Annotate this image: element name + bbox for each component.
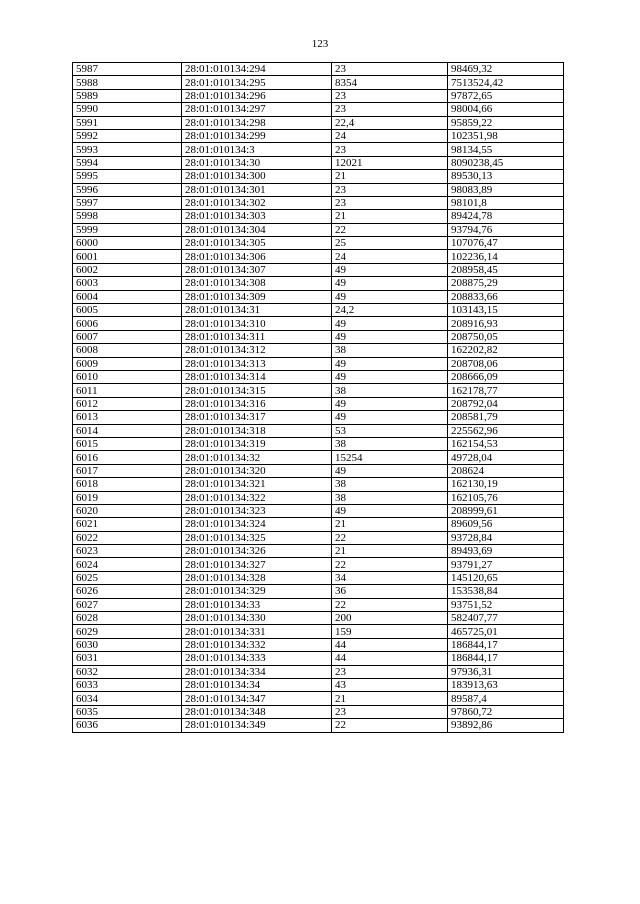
row-number-cell: 5992 — [73, 129, 182, 142]
area-cell: 24 — [332, 129, 448, 142]
table-row — [73, 63, 564, 76]
cadastral-number-cell: 28:01:010134:307 — [182, 263, 332, 276]
cadastral-number-cell: 28:01:010134:304 — [182, 223, 332, 236]
area-cell: 49 — [332, 317, 448, 330]
row-number-cell: 5996 — [73, 183, 182, 196]
value-cell: 103143,15 — [448, 304, 564, 317]
value-cell: 162105,76 — [448, 491, 564, 504]
value-cell: 93794,76 — [448, 223, 564, 236]
cadastral-number-cell: 28:01:010134:322 — [182, 491, 332, 504]
table-row — [73, 183, 564, 196]
row-number-cell: 5990 — [73, 103, 182, 116]
table-row — [73, 665, 564, 678]
row-number-cell: 6008 — [73, 344, 182, 357]
cadastral-number-cell: 28:01:010134:314 — [182, 370, 332, 383]
area-cell: 22 — [332, 558, 448, 571]
area-cell: 49 — [332, 370, 448, 383]
value-cell: 98101,8 — [448, 196, 564, 209]
value-cell: 102351,98 — [448, 129, 564, 142]
area-cell: 23 — [332, 89, 448, 102]
area-cell: 23 — [332, 103, 448, 116]
row-number-cell: 5988 — [73, 76, 182, 89]
table-row — [73, 598, 564, 611]
area-cell: 22 — [332, 223, 448, 236]
page-number: 123 — [311, 38, 329, 50]
table-row — [73, 411, 564, 424]
cadastral-number-cell: 28:01:010134:3 — [182, 143, 332, 156]
row-number-cell: 6031 — [73, 652, 182, 665]
row-number-cell: 6025 — [73, 571, 182, 584]
value-cell: 183913,63 — [448, 678, 564, 691]
value-cell: 93892,86 — [448, 719, 564, 732]
value-cell: 208958,45 — [448, 263, 564, 276]
row-number-cell: 6002 — [73, 263, 182, 276]
value-cell: 208750,05 — [448, 330, 564, 343]
table-row — [73, 156, 564, 169]
cadastral-number-cell: 28:01:010134:297 — [182, 103, 332, 116]
value-cell: 145120,65 — [448, 571, 564, 584]
area-cell: 159 — [332, 625, 448, 638]
cadastral-number-cell: 28:01:010134:312 — [182, 344, 332, 357]
value-cell: 162202,82 — [448, 344, 564, 357]
cadastral-number-cell: 28:01:010134:294 — [182, 63, 332, 76]
table-row — [73, 518, 564, 531]
value-cell: 89493,69 — [448, 545, 564, 558]
row-number-cell: 6000 — [73, 237, 182, 250]
row-number-cell: 6020 — [73, 504, 182, 517]
row-number-cell: 6019 — [73, 491, 182, 504]
table-row — [73, 370, 564, 383]
area-cell: 44 — [332, 652, 448, 665]
area-cell: 49 — [332, 397, 448, 410]
row-number-cell: 6007 — [73, 330, 182, 343]
area-cell: 49 — [332, 263, 448, 276]
area-cell: 23 — [332, 196, 448, 209]
value-cell: 98134,55 — [448, 143, 564, 156]
cadastral-number-cell: 28:01:010134:301 — [182, 183, 332, 196]
area-cell: 34 — [332, 571, 448, 584]
table-row — [73, 585, 564, 598]
area-cell: 200 — [332, 612, 448, 625]
area-cell: 49 — [332, 277, 448, 290]
row-number-cell: 6029 — [73, 625, 182, 638]
cadastral-number-cell: 28:01:010134:316 — [182, 397, 332, 410]
table-row — [73, 625, 564, 638]
table-row — [73, 558, 564, 571]
value-cell: 225562,96 — [448, 424, 564, 437]
cadastral-number-cell: 28:01:010134:328 — [182, 571, 332, 584]
cadastral-number-cell: 28:01:010134:347 — [182, 692, 332, 705]
cadastral-number-cell: 28:01:010134:334 — [182, 665, 332, 678]
table-row — [73, 638, 564, 651]
row-number-cell: 6010 — [73, 370, 182, 383]
area-cell: 24,2 — [332, 304, 448, 317]
cadastral-number-cell: 28:01:010134:33 — [182, 598, 332, 611]
value-cell: 208624 — [448, 464, 564, 477]
area-cell: 43 — [332, 678, 448, 691]
area-cell: 49 — [332, 357, 448, 370]
row-number-cell: 5994 — [73, 156, 182, 169]
cadastral-number-cell: 28:01:010134:321 — [182, 478, 332, 491]
row-number-cell: 5999 — [73, 223, 182, 236]
row-number-cell: 6013 — [73, 411, 182, 424]
value-cell: 208708,06 — [448, 357, 564, 370]
row-number-cell: 6034 — [73, 692, 182, 705]
table-row — [73, 491, 564, 504]
cadastral-number-cell: 28:01:010134:323 — [182, 504, 332, 517]
value-cell: 465725,01 — [448, 625, 564, 638]
table-row — [73, 451, 564, 464]
cadastral-number-cell: 28:01:010134:320 — [182, 464, 332, 477]
cadastral-number-cell: 28:01:010134:295 — [182, 76, 332, 89]
value-cell: 162130,19 — [448, 478, 564, 491]
row-number-cell: 6026 — [73, 585, 182, 598]
row-number-cell: 5991 — [73, 116, 182, 129]
table-row — [73, 76, 564, 89]
area-cell: 21 — [332, 210, 448, 223]
table-row — [73, 237, 564, 250]
table-row — [73, 103, 564, 116]
cadastral-number-cell: 28:01:010134:300 — [182, 170, 332, 183]
row-number-cell: 6033 — [73, 678, 182, 691]
value-cell: 582407,77 — [448, 612, 564, 625]
row-number-cell: 6015 — [73, 437, 182, 450]
value-cell: 8090238,45 — [448, 156, 564, 169]
value-cell: 89530,13 — [448, 170, 564, 183]
table-row — [73, 719, 564, 732]
area-cell: 15254 — [332, 451, 448, 464]
area-cell: 53 — [332, 424, 448, 437]
table-row — [73, 545, 564, 558]
table-row — [73, 692, 564, 705]
table-row — [73, 384, 564, 397]
cadastral-number-cell: 28:01:010134:326 — [182, 545, 332, 558]
area-cell: 23 — [332, 665, 448, 678]
parcel-table-body — [73, 63, 564, 733]
row-number-cell: 6009 — [73, 357, 182, 370]
table-row — [73, 277, 564, 290]
value-cell: 97936,31 — [448, 665, 564, 678]
cadastral-number-cell: 28:01:010134:298 — [182, 116, 332, 129]
area-cell: 23 — [332, 63, 448, 76]
value-cell: 208792,04 — [448, 397, 564, 410]
table-row — [73, 89, 564, 102]
row-number-cell: 6024 — [73, 558, 182, 571]
row-number-cell: 6028 — [73, 612, 182, 625]
cadastral-number-cell: 28:01:010134:317 — [182, 411, 332, 424]
row-number-cell: 6023 — [73, 545, 182, 558]
cadastral-number-cell: 28:01:010134:32 — [182, 451, 332, 464]
area-cell: 49 — [332, 330, 448, 343]
area-cell: 22,4 — [332, 116, 448, 129]
cadastral-number-cell: 28:01:010134:303 — [182, 210, 332, 223]
parcel-table — [72, 62, 564, 733]
row-number-cell: 6011 — [73, 384, 182, 397]
value-cell: 208833,66 — [448, 290, 564, 303]
area-cell: 8354 — [332, 76, 448, 89]
value-cell: 186844,17 — [448, 652, 564, 665]
area-cell: 49 — [332, 464, 448, 477]
area-cell: 49 — [332, 411, 448, 424]
area-cell: 49 — [332, 290, 448, 303]
area-cell: 23 — [332, 183, 448, 196]
cadastral-number-cell: 28:01:010134:30 — [182, 156, 332, 169]
cadastral-number-cell: 28:01:010134:34 — [182, 678, 332, 691]
row-number-cell: 6032 — [73, 665, 182, 678]
table-row — [73, 531, 564, 544]
value-cell: 98004,66 — [448, 103, 564, 116]
row-number-cell: 6005 — [73, 304, 182, 317]
cadastral-number-cell: 28:01:010134:349 — [182, 719, 332, 732]
table-row — [73, 678, 564, 691]
table-row — [73, 464, 564, 477]
table-row — [73, 437, 564, 450]
row-number-cell: 6006 — [73, 317, 182, 330]
table-row — [73, 478, 564, 491]
value-cell: 97872,65 — [448, 89, 564, 102]
value-cell: 89609,56 — [448, 518, 564, 531]
cadastral-number-cell: 28:01:010134:327 — [182, 558, 332, 571]
value-cell: 208875,29 — [448, 277, 564, 290]
row-number-cell: 6018 — [73, 478, 182, 491]
cadastral-number-cell: 28:01:010134:332 — [182, 638, 332, 651]
table-row — [73, 357, 564, 370]
value-cell: 98083,89 — [448, 183, 564, 196]
area-cell: 21 — [332, 518, 448, 531]
area-cell: 22 — [332, 531, 448, 544]
area-cell: 38 — [332, 437, 448, 450]
cadastral-number-cell: 28:01:010134:331 — [182, 625, 332, 638]
row-number-cell: 6035 — [73, 705, 182, 718]
cadastral-number-cell: 28:01:010134:333 — [182, 652, 332, 665]
table-row — [73, 143, 564, 156]
area-cell: 21 — [332, 545, 448, 558]
value-cell: 208666,09 — [448, 370, 564, 383]
value-cell: 208916,93 — [448, 317, 564, 330]
table-row — [73, 612, 564, 625]
row-number-cell: 6017 — [73, 464, 182, 477]
row-number-cell: 6004 — [73, 290, 182, 303]
row-number-cell: 6003 — [73, 277, 182, 290]
cadastral-number-cell: 28:01:010134:309 — [182, 290, 332, 303]
table-row — [73, 210, 564, 223]
table-row — [73, 344, 564, 357]
area-cell: 38 — [332, 478, 448, 491]
cadastral-number-cell: 28:01:010134:325 — [182, 531, 332, 544]
cadastral-number-cell: 28:01:010134:329 — [182, 585, 332, 598]
value-cell: 162178,77 — [448, 384, 564, 397]
value-cell: 162154,53 — [448, 437, 564, 450]
area-cell: 25 — [332, 237, 448, 250]
cadastral-number-cell: 28:01:010134:299 — [182, 129, 332, 142]
row-number-cell: 5989 — [73, 89, 182, 102]
area-cell: 24 — [332, 250, 448, 263]
table-row — [73, 129, 564, 142]
value-cell: 7513524,42 — [448, 76, 564, 89]
cadastral-number-cell: 28:01:010134:308 — [182, 277, 332, 290]
value-cell: 93728,84 — [448, 531, 564, 544]
row-number-cell: 6021 — [73, 518, 182, 531]
value-cell: 208581,79 — [448, 411, 564, 424]
table-row — [73, 705, 564, 718]
cadastral-number-cell: 28:01:010134:330 — [182, 612, 332, 625]
row-number-cell: 6012 — [73, 397, 182, 410]
cadastral-number-cell: 28:01:010134:324 — [182, 518, 332, 531]
row-number-cell: 6001 — [73, 250, 182, 263]
value-cell: 208999,61 — [448, 504, 564, 517]
area-cell: 38 — [332, 491, 448, 504]
row-number-cell: 5998 — [73, 210, 182, 223]
table-row — [73, 170, 564, 183]
table-row — [73, 290, 564, 303]
area-cell: 23 — [332, 705, 448, 718]
row-number-cell: 5995 — [73, 170, 182, 183]
area-cell: 12021 — [332, 156, 448, 169]
table-row — [73, 424, 564, 437]
row-number-cell: 6014 — [73, 424, 182, 437]
value-cell: 102236,14 — [448, 250, 564, 263]
table-row — [73, 504, 564, 517]
row-number-cell: 5997 — [73, 196, 182, 209]
cadastral-number-cell: 28:01:010134:306 — [182, 250, 332, 263]
row-number-cell: 6016 — [73, 451, 182, 464]
value-cell: 95859,22 — [448, 116, 564, 129]
area-cell: 44 — [332, 638, 448, 651]
cadastral-number-cell: 28:01:010134:318 — [182, 424, 332, 437]
table-row — [73, 330, 564, 343]
value-cell: 93791,27 — [448, 558, 564, 571]
table-row — [73, 196, 564, 209]
table-row — [73, 263, 564, 276]
value-cell: 98469,32 — [448, 63, 564, 76]
area-cell: 22 — [332, 598, 448, 611]
table-row — [73, 116, 564, 129]
area-cell: 23 — [332, 143, 448, 156]
value-cell: 89424,78 — [448, 210, 564, 223]
area-cell: 36 — [332, 585, 448, 598]
value-cell: 107076,47 — [448, 237, 564, 250]
cadastral-number-cell: 28:01:010134:310 — [182, 317, 332, 330]
cadastral-number-cell: 28:01:010134:319 — [182, 437, 332, 450]
cadastral-number-cell: 28:01:010134:348 — [182, 705, 332, 718]
table-row — [73, 317, 564, 330]
area-cell: 22 — [332, 719, 448, 732]
area-cell: 38 — [332, 384, 448, 397]
table-row — [73, 250, 564, 263]
cadastral-number-cell: 28:01:010134:302 — [182, 196, 332, 209]
cadastral-number-cell: 28:01:010134:305 — [182, 237, 332, 250]
area-cell: 21 — [332, 692, 448, 705]
cadastral-number-cell: 28:01:010134:296 — [182, 89, 332, 102]
table-row — [73, 397, 564, 410]
row-number-cell: 5987 — [73, 63, 182, 76]
cadastral-number-cell: 28:01:010134:313 — [182, 357, 332, 370]
value-cell: 89587,4 — [448, 692, 564, 705]
cadastral-number-cell: 28:01:010134:311 — [182, 330, 332, 343]
row-number-cell: 6030 — [73, 638, 182, 651]
value-cell: 186844,17 — [448, 638, 564, 651]
value-cell: 97860,72 — [448, 705, 564, 718]
area-cell: 38 — [332, 344, 448, 357]
table-row — [73, 304, 564, 317]
table-row — [73, 571, 564, 584]
cadastral-number-cell: 28:01:010134:315 — [182, 384, 332, 397]
row-number-cell: 6022 — [73, 531, 182, 544]
value-cell: 153538,84 — [448, 585, 564, 598]
row-number-cell: 6036 — [73, 719, 182, 732]
row-number-cell: 5993 — [73, 143, 182, 156]
table-row — [73, 652, 564, 665]
row-number-cell: 6027 — [73, 598, 182, 611]
cadastral-number-cell: 28:01:010134:31 — [182, 304, 332, 317]
value-cell: 49728,04 — [448, 451, 564, 464]
value-cell: 93751,52 — [448, 598, 564, 611]
area-cell: 49 — [332, 504, 448, 517]
area-cell: 21 — [332, 170, 448, 183]
table-row — [73, 223, 564, 236]
